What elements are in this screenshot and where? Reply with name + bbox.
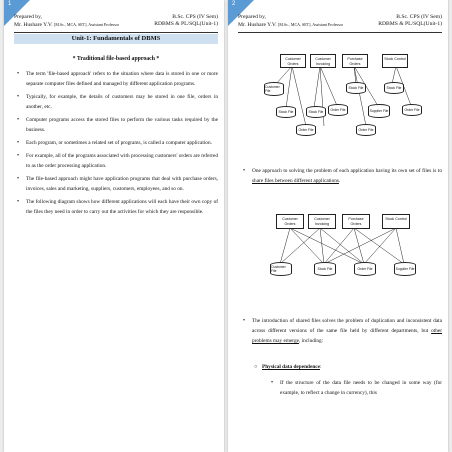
file-cylinder: Order File: [354, 262, 376, 276]
bullet-item: • The file-based approach might have application programs that deal with purchase orders, invoices, sales and marketing, suppliers, customers, employees, and so on.: [14, 174, 218, 194]
bullet-item: • One approach to solving the problem of each application having its own set of files is to share files between different applications.: [240, 166, 442, 189]
bullet-item: • For example, all of the programs associated with processing customers' orders are referred to as the order processing application.: [14, 151, 218, 171]
bullet-item: • Each program, or sometimes a related set of programs, is called a computer application.: [14, 138, 218, 148]
file-cylinder: Customer File: [264, 82, 284, 96]
bullet-item: • The introduction of shared files solves the problem of duplication and inconsistent data across different versions of the same file held by different departments, but other problems may emerge, including:: [240, 316, 442, 349]
app-box: Stock Control: [382, 54, 408, 68]
file-cylinder: Order File: [402, 104, 422, 116]
shared-files-diagram: [228, 204, 448, 290]
page-number: 1: [8, 1, 12, 7]
page-header: [14, 14, 218, 29]
app-box: Stock Control: [382, 214, 410, 229]
course: B.Sc. CPS (IV Sem): [396, 14, 442, 20]
app-box: Customer Orders: [276, 214, 304, 229]
header-rule: [14, 32, 218, 33]
file-cylinder: Stock File: [306, 106, 326, 118]
file-cylinder: Stock File: [276, 106, 296, 118]
document-page-2: [228, 0, 448, 452]
bullet-item: • Computer programs access the stored files to perform the various tasks required by the business.: [14, 115, 218, 135]
unit-title: Unit-1: Fundamentals of DBMS: [14, 34, 218, 44]
circle-bullet-icon: ○: [254, 364, 258, 370]
app-box: Purchase Orders: [342, 214, 370, 229]
bullet-item: • The following diagram shows how different applications will each have their own copy of the files they need in order to carry out the activities for which they are responsible.: [14, 197, 218, 217]
credentials: [M.Sc., MCA, SET], Assistant Professor: [278, 22, 344, 27]
bullet-list: [14, 69, 218, 217]
sub-bullet-item: • If the structure of the data file needs to be changed in some way (for example, to reflect a change in currency), this: [268, 378, 442, 401]
subject: RDBMS & PL/SQL(Unit-1): [378, 21, 442, 27]
bullet-item: • The term 'file-based approach' refers to the situation where data is stored in one or more separate computer files defined and managed by different application programs.: [14, 69, 218, 89]
file-cylinder: Order File: [296, 124, 316, 136]
app-box: Customer Invoicing: [310, 54, 336, 68]
app-box: Customer Orders: [280, 54, 306, 68]
sub-heading: Physical data dependence:: [262, 364, 322, 370]
page-header: [238, 14, 442, 29]
app-box: Customer Invoicing: [308, 214, 336, 229]
inline-emphasis: other problems may emerge: [252, 328, 442, 344]
document-page-1: [4, 0, 224, 452]
prepared-by: Prepared by,: [238, 14, 266, 20]
file-cylinder: Customer File: [270, 262, 292, 276]
page-number: 2: [232, 1, 236, 7]
app-box: Purchase Orders: [342, 54, 368, 68]
file-cylinder: Stock File: [346, 82, 366, 94]
author: Mr. Hushare Y.V.: [238, 22, 277, 28]
subject: RDBMS & PL/SQL(Unit-1): [154, 21, 218, 27]
prepared-by: Prepared by,: [14, 14, 42, 20]
page-body: [14, 56, 218, 220]
credentials: [M.Sc., MCA, SET], Assistant Professor: [54, 22, 120, 27]
course: B.Sc. CPS (IV Sem): [172, 14, 218, 20]
separate-files-diagram: [228, 50, 448, 146]
file-cylinder: Order File: [328, 104, 348, 116]
header-rule: [238, 32, 442, 33]
file-cylinder: Stock File: [384, 82, 404, 94]
section-title: * Traditional file-based approach *: [72, 56, 160, 62]
file-cylinder: Supplier File: [368, 104, 390, 118]
bullet-item: • Typically, for example, the details of customers may be stored in one file, orders in another, etc.: [14, 92, 218, 112]
file-cylinder: Stock File: [314, 262, 336, 276]
diagram-connectors: [228, 204, 448, 290]
file-cylinder: Supplier File: [394, 262, 416, 276]
inline-emphasis: share files between different applications: [252, 178, 339, 184]
author: Mr. Hushare Y.V.: [14, 22, 53, 28]
diagram-connectors: [228, 50, 448, 146]
file-cylinder: Order File: [356, 124, 376, 136]
